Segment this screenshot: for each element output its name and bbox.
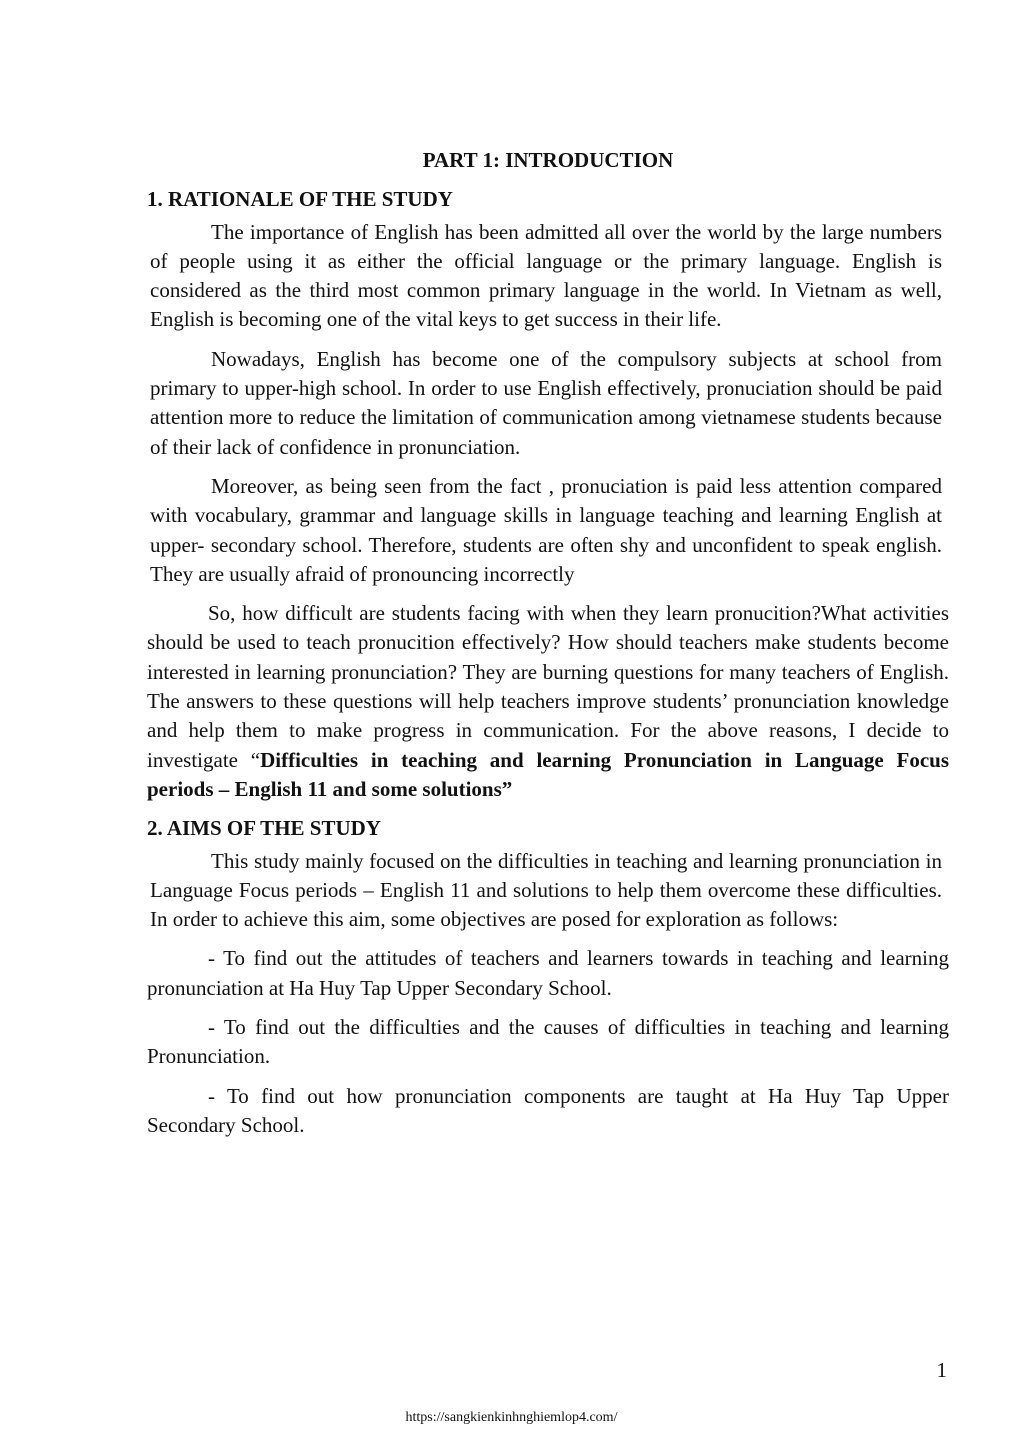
paragraph-text: So, how difficult are students facing with when they learn pronucition?What activities should be used to teach pronucition effectively? How should teachers make students become interested in learning pronunciation? They are burning questions for many teachers of English. The answers to these questions will help teachers improve students’ pronunciation knowledge and help them to make progress in communication. For the above reasons, I decide to investigate “: [147, 601, 949, 772]
objective-item: - To find out how pronunciation components are taught at Ha Huy Tap Upper Secondary School.: [147, 1083, 949, 1137]
objective-item: - To find out the difficulties and the causes of difficulties in teaching and learning Pronunciation.: [147, 1015, 949, 1069]
paragraph-with-bold-title: [147, 599, 949, 804]
section-heading-rationale: 1. RATIONALE OF THE STUDY: [147, 187, 453, 212]
paragraph: This study mainly focused on the difficulties in teaching and learning pronunciation in Language Focus periods – English 11 and solutions to help them overcome these difficulties. In order to achieve this aim, some objectives are posed for exploration as follows:: [150, 848, 942, 932]
objective-item: - To find out the attitudes of teachers and learners towards in teaching and learning pronunciation at Ha Huy Tap Upper Secondary School.: [147, 946, 949, 1000]
paragraph: The importance of English has been admitted all over the world by the large numbers of people using it as either the official language or the primary language. English is considered as the third most common primary language in the world. In Vietnam as well, English is becoming one of the vital keys to get success in their life.: [150, 219, 942, 332]
paragraph: Nowadays, English has become one of the compulsory subjects at school from primary to upper-high school. In order to use English effectively, pronuciation should be paid attention more to reduce the limitation of communication among vietnamese students because of their lack of confidence in pronunciation.: [150, 346, 942, 459]
page-number: 1: [936, 1358, 947, 1382]
study-title: Difficulties in teaching and learning Pronunciation in Language Focus periods – English 11 and some solutions”: [147, 747, 949, 801]
footer-url: https://sangkienkinhnghiemlop4.com/: [405, 1410, 618, 1425]
paragraph: Moreover, as being seen from the fact , pronuciation is paid less attention compared with vocabulary, grammar and language skills in language teaching and learning English at upper- secondary school. Therefore, students are often shy and unconfident to speak english. They are usually afraid of pronouncing incorrectly: [150, 473, 942, 586]
part-title: PART 1: INTRODUCTION: [422, 148, 674, 172]
section-heading-aims: 2. AIMS OF THE STUDY: [147, 816, 381, 841]
document-page: [147, 146, 949, 1150]
